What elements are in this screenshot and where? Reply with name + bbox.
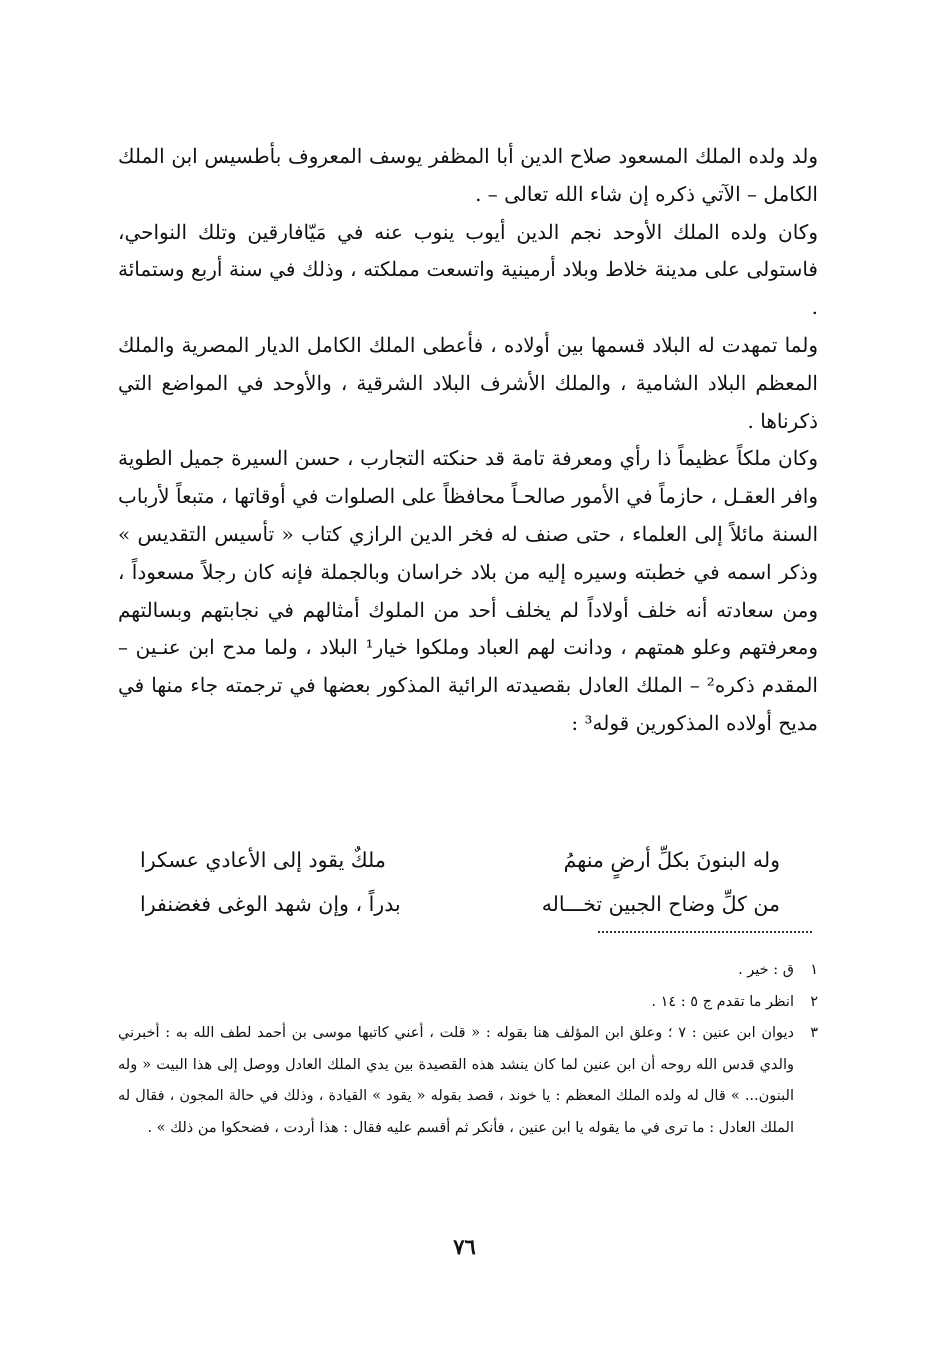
- footnote-2: [118, 987, 818, 1019]
- footnotes: [118, 955, 818, 1144]
- footnote-text: ق : خير .: [738, 962, 794, 978]
- footnote-1: [118, 955, 818, 987]
- verse-1-second-hemistich: ملكٌ يقود إلى الأعادي عسكرا: [140, 848, 386, 872]
- footnote-3: [118, 1018, 818, 1144]
- paragraph-4: وكان ملكاً عظيماً ذا رأي ومعرفة تامة قد حنكته التجارب ، حسن السيرة جميل الطوية وافر العقـل ، حازماً في الأمور صالحـاً محافظاً على الصلوات في أوقاتها ، متبعاً لأرباب السنة مائلاً إلى العلماء ، حتى صنف له فخر الدين الرازي كتاب « تأسيس التقديس » وذكر اسمه في خطبته وسيره إليه من بلاد خراسان وبالجملة فإنه كان رجلاً مسعوداً ، ومن سعادته أنه خلف أولاداً لم يخلف أحد من الملوك أمثالهم في نجابتهم وبسالتهم ومعرفتهم وعلو همتهم ، ودانت لهم العباد وملكوا خيار¹ البلاد ، ولما مدح ابن عنـين – المقدم ذكره² – الملك العادل بقصيدته الرائية المذكور بعضها في ترجمته جاء منها في مديح أولاده المذكورين قوله³ :: [118, 446, 819, 735]
- footnote-text: انظر ما تقدم ج ٥ : ١٤ .: [651, 993, 794, 1010]
- footnote-divider: [598, 931, 812, 933]
- paragraph-2: وكان ولده الملك الأوحد نجم الدين أيوب ينوب عنه في مَيّافارقين وتلك النواحي، فاستولى على مدينة خلاط وبلاد أرمينية واتسعت مملكته ، وذلك في سنة أربع وستمائة .: [118, 219, 818, 320]
- verse-2-second-hemistich: بدراً ، وإن شهد الوغى فغضنفرا: [140, 892, 401, 916]
- verse-2-first-hemistich: من كلِّ وضاح الجبين تخـــاله: [541, 892, 780, 916]
- paragraph-3: ولما تمهدت له البلاد قسمها بين أولاده ، فأعطى الملك الكامل الديار المصرية والملك المعظم البلاد الشامية ، والملك الأشرف البلاد الشرقية ، والأوحد في المواضع التي ذكرناها .: [118, 332, 818, 433]
- footnote-number: ٢: [810, 993, 818, 1010]
- verse-1: [140, 838, 780, 882]
- poetry-block: [140, 838, 780, 926]
- page-number: ٧٦: [453, 1234, 476, 1259]
- footnote-number: ٣: [810, 1025, 818, 1041]
- footnote-number: ١: [810, 962, 818, 978]
- main-text: [118, 138, 818, 743]
- verse-2: [140, 882, 780, 926]
- footnote-text: ديوان ابن عنين : ٧ ؛ وعلق ابن المؤلف هنا بقوله : « قلت ، أعني كاتبها موسى بن أحمد لطف الله به : أخبرني والدي قدس الله روحه أن ابن عنين لما كان ينشد هذه القصيدة بين يدي الملك العادل ووصل إلى هذا البيت « وله البنون... » قال له ولده الملك المعظم : يا خوند ، قصد بقوله « يقود » القيادة ، وذلك في حالة المجون ، فقال له الملك العادل : ما ترى في ما يقوله يا ابن عنين ، فأنكر ثم أقسم عليه فقال : هذا أردت ، فضحكوا من ذلك » .: [118, 1025, 794, 1136]
- verse-1-first-hemistich: وله البنونَ بكلِّ أرضٍ منهمُ: [563, 848, 780, 872]
- paragraph-1: ولد ولده الملك المسعود صلاح الدين أبا المظفر يوسف المعروف بأطسيس ابن الملك الكامل – الآتي ذكره إن شاء الله تعالى – .: [118, 144, 818, 206]
